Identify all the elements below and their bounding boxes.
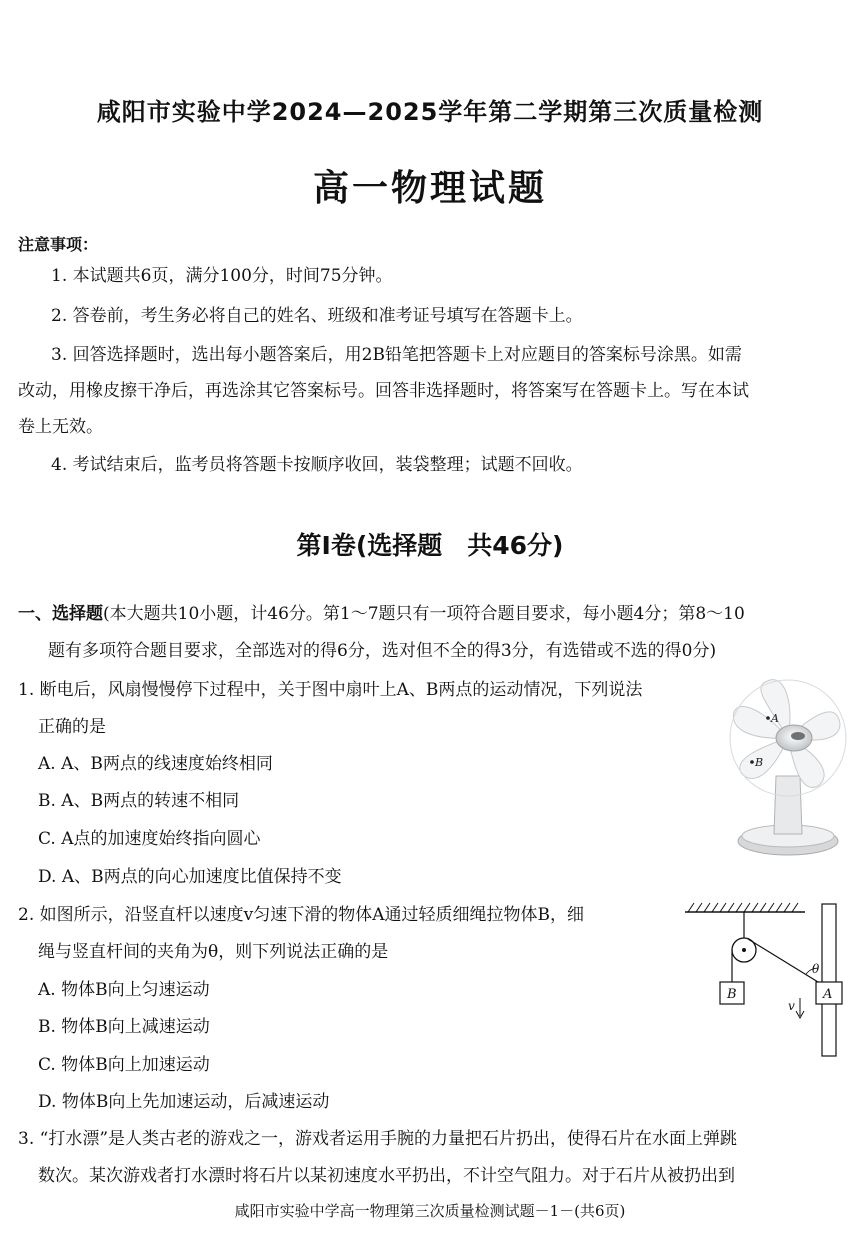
- q2-option-b: B. 物体B向上减速运动: [38, 1017, 210, 1037]
- block-b-label: B: [727, 987, 737, 1002]
- q2-option-a: A. 物体B向上匀速运动: [38, 980, 210, 1000]
- notice-item: 2. 答卷前，考生务必将自己的姓名、班级和准考证号填写在答题卡上。: [51, 306, 583, 326]
- q1-option-c: C. A点的加速度始终指向圆心: [38, 829, 261, 849]
- q2-stem: 2. 如图所示，沿竖直杆以速度v匀速下滑的物体A通过轻质细绳拉物体B，细: [18, 905, 584, 925]
- notice-item: 4. 考试结束后，监考员将答题卡按顺序收回，装袋整理；试题不回收。: [51, 455, 583, 475]
- notice-item: 改动，用橡皮擦干净后，再选涂其它答案标号。回答非选择题时，将答案写在答题卡上。写在本试: [18, 381, 749, 401]
- section-heading-cont: 题有多项符合题目要求，全部选对的得6分，选对但不全的得3分，有选错或不选的得0分): [48, 641, 717, 661]
- q1-option-d: D. A、B两点的向心加速度比值保持不变: [38, 867, 342, 887]
- theta-label: θ: [812, 962, 820, 976]
- notice-item: 卷上无效。: [18, 417, 103, 437]
- q3-line-cont: 数次。某次游戏者打水漂时将石片以某初速度水平扔出，不计空气阻力。对于石片从被扔出到: [38, 1166, 735, 1186]
- notice-item: 1. 本试题共6页，满分100分，时间75分钟。: [51, 266, 393, 286]
- q2-option-d: D. 物体B向上先加速运动，后减速运动: [38, 1092, 330, 1112]
- fan-label-b: B: [755, 756, 764, 769]
- q1-option-a: A. A、B两点的线速度始终相同: [38, 754, 273, 774]
- q1-stem: 1. 断电后，风扇慢慢停下过程中，关于图中扇叶上A、B两点的运动情况，下列说法: [18, 680, 643, 700]
- notice-item: 3. 回答选择题时，选出每小题答案后，用2B铅笔把答题卡上对应题目的答案标号涂黑。如需: [51, 345, 742, 365]
- section-heading: [18, 604, 745, 624]
- exam-subject-title: 高一物理试题: [312, 168, 547, 209]
- section-title: 第Ⅰ卷(选择题 共46分): [296, 531, 564, 560]
- q3-line: 3. “打水漂”是人类古老的游戏之一，游戏者运用手腕的力量把石片扔出，使得石片在水面上弹跳: [18, 1129, 738, 1149]
- fan-label-a: A: [771, 712, 779, 725]
- velocity-label: v: [788, 999, 795, 1013]
- exam-header-title: 咸阳市实验中学2024—2025学年第二学期第三次质量检测: [96, 98, 764, 126]
- block-a-label: A: [823, 987, 833, 1002]
- q1-option-b: B. A、B两点的转速不相同: [38, 791, 240, 811]
- section-heading-rest: (本大题共10小题，计46分。第1～7题只有一项符合题目要求，每小题4分；第8～10: [103, 604, 745, 624]
- q2-option-c: C. 物体B向上加速运动: [38, 1055, 210, 1075]
- q2-stem-cont: 绳与竖直杆间的夹角为θ，则下列说法正确的是: [38, 942, 389, 962]
- fan-figure: [722, 676, 847, 861]
- pulley-figure: [680, 898, 850, 1063]
- q1-stem-cont: 正确的是: [38, 717, 106, 737]
- notice-title: 注意事项：: [18, 235, 99, 254]
- page-footer: 咸阳市实验中学高一物理第三次质量检测试题－1－(共6页): [234, 1202, 626, 1220]
- section-heading-bold: 一、选择题: [18, 604, 103, 624]
